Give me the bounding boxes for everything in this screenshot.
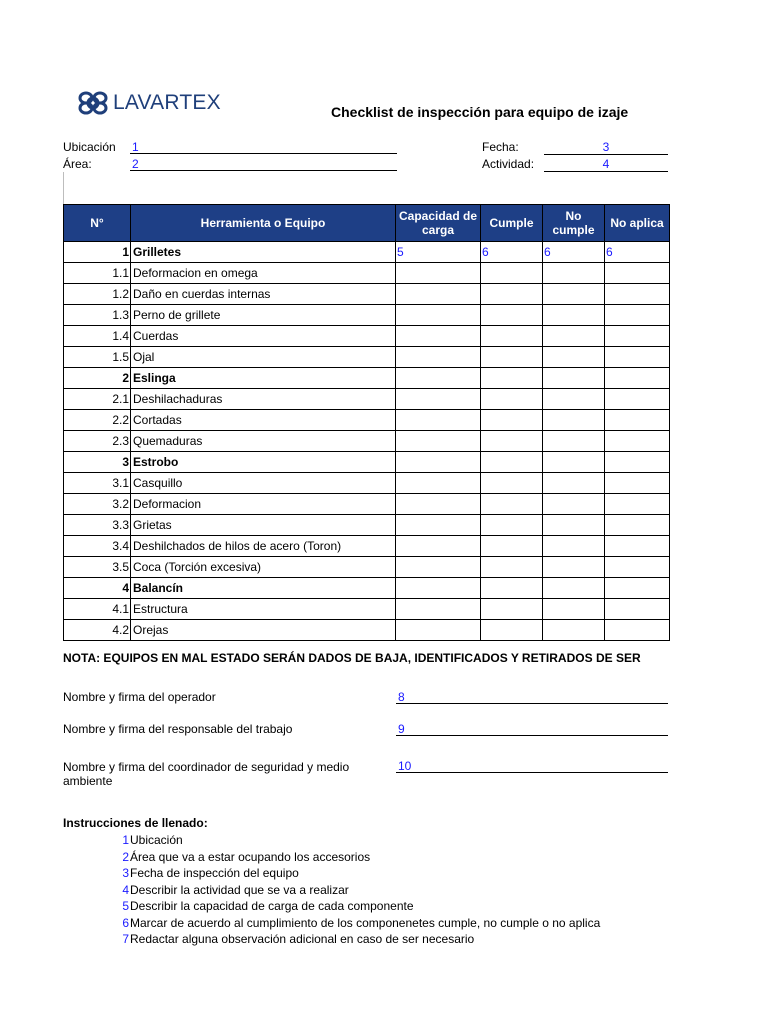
- table-row: [64, 452, 670, 473]
- instruction-text: Fecha de inspección del equipo: [130, 866, 299, 880]
- row-item: Deformacion: [131, 494, 396, 515]
- row-number: 1.3: [64, 305, 131, 326]
- row-number: 4: [64, 578, 131, 599]
- signature-coordinator-label: Nombre y firma del coordinador de seguridad y medio ambiente: [63, 760, 350, 788]
- no-cumple-cell[interactable]: [543, 410, 605, 431]
- company-name: LAVARTEX: [113, 91, 221, 114]
- no-aplica-cell[interactable]: [605, 284, 670, 305]
- cumple-cell[interactable]: [481, 557, 543, 578]
- cumple-cell[interactable]: 6: [481, 242, 543, 263]
- no-aplica-cell[interactable]: [605, 578, 670, 599]
- row-item: Perno de grillete: [131, 305, 396, 326]
- table-row: [64, 578, 670, 599]
- row-number: 1.4: [64, 326, 131, 347]
- no-aplica-cell[interactable]: [605, 263, 670, 284]
- list-item: [63, 865, 600, 882]
- capacity-cell[interactable]: [396, 452, 481, 473]
- table-row: [64, 284, 670, 305]
- instruction-text: Marcar de acuerdo al cumplimiento de los componenetes cumple, no cumple o no aplica: [130, 915, 601, 930]
- fecha-field[interactable]: 3: [544, 140, 668, 155]
- instruction-number: 6: [122, 915, 129, 930]
- row-item: Deshilachaduras: [131, 389, 396, 410]
- no-cumple-cell[interactable]: [543, 284, 605, 305]
- table-row: [64, 305, 670, 326]
- cumple-cell[interactable]: [481, 536, 543, 557]
- instruction-text: Describir la capacidad de carga de cada componente: [130, 899, 414, 913]
- capacity-cell[interactable]: [396, 326, 481, 347]
- no-cumple-cell[interactable]: [543, 557, 605, 578]
- table-row: [64, 473, 670, 494]
- instructions-title: Instrucciones de llenado:: [63, 816, 208, 830]
- header-no-aplica: No aplica: [605, 205, 670, 242]
- table-row: [64, 389, 670, 410]
- no-aplica-cell[interactable]: [605, 494, 670, 515]
- page-title: Checklist de inspección para equipo de izaje: [331, 104, 629, 120]
- row-item: Deformacion en omega: [131, 263, 396, 284]
- no-aplica-cell[interactable]: [605, 347, 670, 368]
- capacity-cell[interactable]: [396, 599, 481, 620]
- no-aplica-cell[interactable]: [605, 452, 670, 473]
- header-number: N°: [64, 205, 131, 242]
- row-item: Orejas: [131, 620, 396, 641]
- instruction-text: Área que va a estar ocupando los accesorios: [130, 849, 371, 864]
- no-cumple-cell[interactable]: [543, 473, 605, 494]
- row-number: 2.1: [64, 389, 131, 410]
- no-aplica-cell[interactable]: [605, 473, 670, 494]
- capacity-cell[interactable]: [396, 536, 481, 557]
- no-aplica-cell[interactable]: [605, 620, 670, 641]
- row-item: Cortadas: [131, 410, 396, 431]
- instruction-number: 2: [122, 849, 129, 864]
- capacity-cell[interactable]: [396, 263, 481, 284]
- cumple-cell[interactable]: [481, 431, 543, 452]
- capacity-cell[interactable]: 5: [396, 242, 481, 263]
- header-capacity: Capacidad de carga: [396, 205, 481, 242]
- table-row: [64, 431, 670, 452]
- row-item: Daño en cuerdas internas: [131, 284, 396, 305]
- row-number: 2.2: [64, 410, 131, 431]
- no-aplica-cell[interactable]: [605, 326, 670, 347]
- no-aplica-cell[interactable]: [605, 305, 670, 326]
- signature-operator-field[interactable]: 8: [396, 690, 668, 704]
- row-number: 2.3: [64, 431, 131, 452]
- checklist-table: [63, 204, 670, 641]
- row-item: Deshilchados de hilos de acero (Toron): [131, 536, 396, 557]
- capacity-cell[interactable]: [396, 494, 481, 515]
- capacity-cell[interactable]: [396, 620, 481, 641]
- row-item: Balancín: [131, 578, 396, 599]
- cumple-cell[interactable]: [481, 578, 543, 599]
- table-row: [64, 515, 670, 536]
- row-item: Estructura: [131, 599, 396, 620]
- cumple-cell[interactable]: [481, 494, 543, 515]
- no-cumple-cell[interactable]: [543, 536, 605, 557]
- capacity-cell[interactable]: [396, 515, 481, 536]
- capacity-cell[interactable]: [396, 473, 481, 494]
- capacity-cell[interactable]: [396, 284, 481, 305]
- capacity-cell[interactable]: [396, 557, 481, 578]
- instruction-text: Redactar alguna observación adicional en caso de ser necesario: [130, 932, 475, 946]
- company-logo: [77, 88, 221, 118]
- row-item: Estrobo: [131, 452, 396, 473]
- cumple-cell[interactable]: [481, 263, 543, 284]
- cumple-cell[interactable]: [481, 473, 543, 494]
- no-aplica-cell[interactable]: [605, 536, 670, 557]
- row-item: Casquillo: [131, 473, 396, 494]
- table-row: [64, 536, 670, 557]
- row-item: Ojal: [131, 347, 396, 368]
- cumple-cell[interactable]: [481, 410, 543, 431]
- row-number: 3.4: [64, 536, 131, 557]
- no-aplica-cell[interactable]: [605, 557, 670, 578]
- table-row: [64, 599, 670, 620]
- no-cumple-cell[interactable]: [543, 620, 605, 641]
- header-cumple: Cumple: [481, 205, 543, 242]
- cumple-cell[interactable]: [481, 452, 543, 473]
- row-number: 3: [64, 452, 131, 473]
- table-row: [64, 242, 670, 263]
- no-cumple-cell[interactable]: 6: [543, 242, 605, 263]
- signature-responsible-label: Nombre y firma del responsable del trabajo: [63, 722, 293, 736]
- row-item: Grilletes: [131, 242, 396, 263]
- instruction-text: Ubicación: [130, 833, 183, 847]
- cumple-cell[interactable]: [481, 368, 543, 389]
- list-item: [63, 882, 600, 899]
- no-cumple-cell[interactable]: [543, 305, 605, 326]
- table-header-row: [64, 205, 670, 242]
- table-row: [64, 263, 670, 284]
- area-field[interactable]: 2: [130, 157, 397, 171]
- header-tool: Herramienta o Equipo: [131, 205, 396, 242]
- cumple-cell[interactable]: [481, 389, 543, 410]
- instruction-number: 3: [122, 866, 129, 880]
- table-row: [64, 368, 670, 389]
- instruction-number: 7: [122, 932, 129, 946]
- no-cumple-cell[interactable]: [543, 515, 605, 536]
- row-number: 4.2: [64, 620, 131, 641]
- cumple-cell[interactable]: [481, 284, 543, 305]
- table-row: [64, 620, 670, 641]
- instruction-text: Describir la actividad que se va a realizar: [130, 882, 349, 897]
- area-label: Área:: [63, 157, 92, 171]
- cumple-cell[interactable]: [481, 599, 543, 620]
- header-no-cumple: No cumple: [543, 205, 605, 242]
- no-cumple-cell[interactable]: [543, 599, 605, 620]
- knot-mark-icon: [77, 89, 109, 117]
- cumple-cell[interactable]: [481, 620, 543, 641]
- ubicacion-label: Ubicación: [63, 140, 116, 154]
- list-item: [63, 898, 600, 915]
- capacity-cell[interactable]: [396, 305, 481, 326]
- cumple-cell[interactable]: [481, 515, 543, 536]
- row-number: 1.2: [64, 284, 131, 305]
- actividad-label: Actividad:: [482, 157, 535, 171]
- instructions-list: [63, 832, 600, 948]
- no-cumple-cell[interactable]: [543, 452, 605, 473]
- no-cumple-cell[interactable]: [543, 326, 605, 347]
- row-number: 3.1: [64, 473, 131, 494]
- instruction-number: 4: [122, 882, 129, 897]
- table-row: [64, 326, 670, 347]
- list-item: [63, 849, 600, 866]
- no-aplica-cell[interactable]: [605, 389, 670, 410]
- no-cumple-cell[interactable]: [543, 368, 605, 389]
- table-row: [64, 347, 670, 368]
- capacity-cell[interactable]: [396, 347, 481, 368]
- capacity-cell[interactable]: [396, 578, 481, 599]
- capacity-cell[interactable]: [396, 410, 481, 431]
- row-number: 1: [64, 242, 131, 263]
- list-item: [63, 915, 600, 932]
- no-aplica-cell[interactable]: [605, 431, 670, 452]
- row-number: 3.2: [64, 494, 131, 515]
- row-number: 4.1: [64, 599, 131, 620]
- row-item: Coca (Torción excesiva): [131, 557, 396, 578]
- table-row: [64, 410, 670, 431]
- signature-responsible-field[interactable]: 9: [396, 722, 668, 736]
- no-cumple-cell[interactable]: [543, 389, 605, 410]
- row-item: Cuerdas: [131, 326, 396, 347]
- ubicacion-field[interactable]: 1: [130, 140, 397, 154]
- capacity-cell[interactable]: [396, 389, 481, 410]
- row-item: Eslinga: [131, 368, 396, 389]
- capacity-cell[interactable]: [396, 431, 481, 452]
- row-item: Quemaduras: [131, 431, 396, 452]
- list-item: [63, 931, 600, 948]
- cumple-cell[interactable]: [481, 347, 543, 368]
- cumple-cell[interactable]: [481, 326, 543, 347]
- row-number: 1.1: [64, 263, 131, 284]
- table-row: [64, 557, 670, 578]
- row-number: 1.5: [64, 347, 131, 368]
- table-row: [64, 494, 670, 515]
- row-number: 2: [64, 368, 131, 389]
- row-number: 3.3: [64, 515, 131, 536]
- divider: [63, 172, 64, 204]
- no-aplica-cell[interactable]: 6: [605, 242, 670, 263]
- signature-coordinator-field[interactable]: 10: [396, 759, 668, 773]
- no-aplica-cell[interactable]: [605, 410, 670, 431]
- cumple-cell[interactable]: [481, 305, 543, 326]
- no-cumple-cell[interactable]: [543, 431, 605, 452]
- no-cumple-cell[interactable]: [543, 263, 605, 284]
- capacity-cell[interactable]: [396, 368, 481, 389]
- row-item: Grietas: [131, 515, 396, 536]
- no-cumple-cell[interactable]: [543, 578, 605, 599]
- no-aplica-cell[interactable]: [605, 515, 670, 536]
- list-item: [63, 832, 600, 849]
- fecha-label: Fecha:: [482, 140, 519, 154]
- no-cumple-cell[interactable]: [543, 494, 605, 515]
- actividad-field[interactable]: 4: [544, 157, 668, 172]
- note-text: NOTA: EQUIPOS EN MAL ESTADO SERÁN DADOS DE BAJA, IDENTIFICADOS Y RETIRADOS DE SER: [63, 651, 641, 665]
- no-aplica-cell[interactable]: [605, 599, 670, 620]
- no-aplica-cell[interactable]: [605, 368, 670, 389]
- no-cumple-cell[interactable]: [543, 347, 605, 368]
- signature-operator-label: Nombre y firma del operador: [63, 690, 216, 704]
- instruction-number: 5: [122, 899, 129, 913]
- instruction-number: 1: [122, 833, 129, 847]
- row-number: 3.5: [64, 557, 131, 578]
